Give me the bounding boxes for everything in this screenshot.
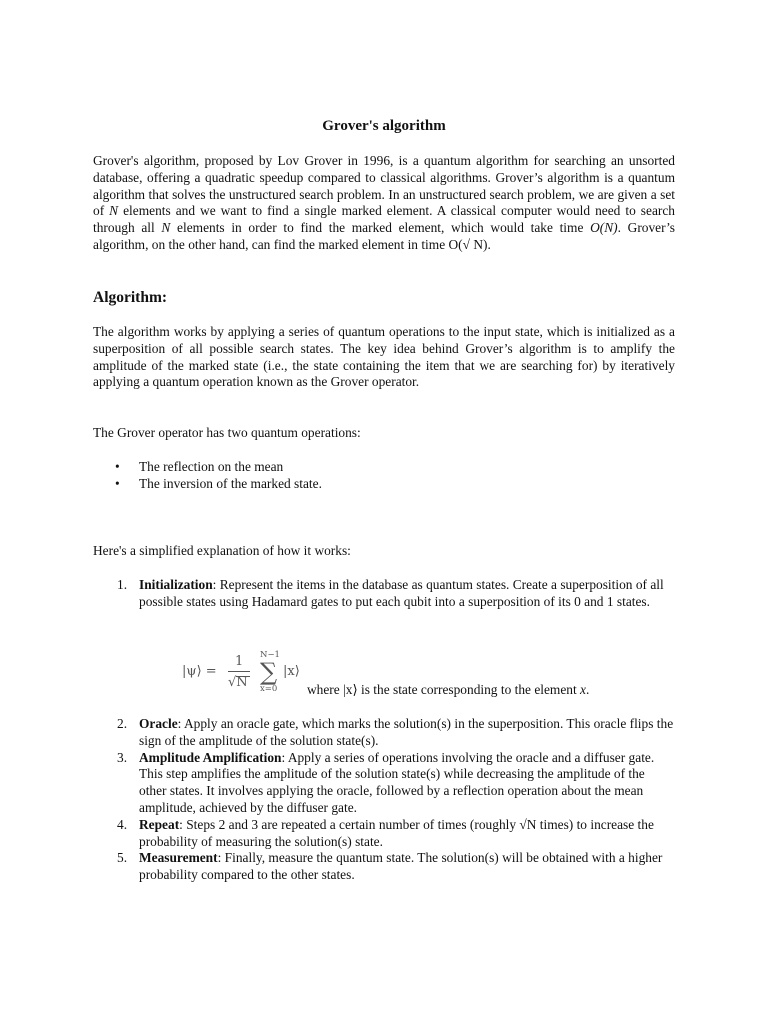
intro-var-n: N bbox=[109, 203, 119, 219]
step-measurement bbox=[93, 850, 675, 884]
intro-text-2: elements and we want to find a single marked element. A classical computer would need to search through all bbox=[93, 203, 675, 236]
formula-term: |x⟩ bbox=[283, 664, 300, 679]
intro-paragraph bbox=[93, 153, 675, 254]
intro-text-1: Grover's algorithm, proposed by Lov Grover in 1996, is a quantum algorithm for searching an unsorted database, offering a quadratic speedup compared to classical algorithms. Grover’s algorithm is a quantum algorithm that solves the unstructured search problem. In an unstructured search problem, we are given a set of bbox=[93, 153, 675, 219]
formula-numerator: 1 bbox=[235, 654, 244, 669]
step-text: : Apply an oracle gate, which marks the solution(s) in the superposition. This oracle flips the sign of the amplitude of the solution state(s). bbox=[139, 716, 674, 748]
step-initialization bbox=[93, 577, 675, 611]
bullet-icon: • bbox=[115, 475, 120, 491]
list-item bbox=[93, 476, 322, 493]
intro-complexity-quantum: O(√ N) bbox=[448, 236, 488, 252]
algorithm-paragraph: The algorithm works by applying a series of quantum operations to the input state, which is initialized as a superposition of all possible search states. The key idea behind Grover’s algorithm is to amplify the amplitude of the marked state (i.e., the state containing the item that we are searching for) by iteratively applying a quantum operation known as the Grover operator. bbox=[93, 324, 675, 390]
grover-operator-intro: The Grover operator has two quantum operations: bbox=[93, 425, 361, 440]
where-end: . bbox=[586, 682, 590, 697]
sum-lower-limit: x=0 bbox=[260, 684, 278, 694]
step-number: 3. bbox=[117, 749, 128, 765]
sum-upper-limit: N−1 bbox=[260, 650, 280, 660]
step-term: Repeat bbox=[139, 816, 180, 832]
where-prefix: where bbox=[307, 682, 344, 697]
step-text: : Apply a series of operations involving the oracle and a diffuser gate. This step amplifies the amplitude of the solution state(s) while decreasing the amplitude of the other states. It involves applying the oracle, followed by a reflection operation about the mean amplitude, achieved by the diffuser gate. bbox=[139, 749, 655, 815]
where-var: x bbox=[580, 682, 586, 697]
where-mid: is the state corresponding to the element bbox=[357, 682, 581, 697]
step-oracle bbox=[93, 716, 675, 750]
step-text: : Finally, measure the quantum state. The solution(s) will be obtained with a higher probability compared to the other states. bbox=[139, 850, 663, 883]
steps-list-part-2 bbox=[93, 716, 675, 884]
steps-list-part-1 bbox=[93, 577, 675, 611]
formula-lhs: |ψ⟩ = bbox=[182, 664, 217, 679]
step-repeat bbox=[93, 817, 675, 851]
grover-operator-list bbox=[93, 459, 322, 493]
bullet-icon: • bbox=[115, 459, 120, 474]
sum-symbol: ∑ bbox=[260, 658, 278, 686]
document-title: Grover's algorithm bbox=[322, 118, 446, 134]
bullet-text: The inversion of the marked state. bbox=[139, 475, 322, 491]
step-text: : Steps 2 and 3 are repeated a certain number of times (roughly √N times) to increase the probability of measuring the solution(s) state. bbox=[139, 816, 654, 849]
formula-explanation bbox=[307, 682, 589, 699]
intro-var-n: N bbox=[161, 220, 171, 236]
intro-text-3: elements in order to find the marked element, which would take time bbox=[170, 220, 591, 236]
step-number: 2. bbox=[117, 716, 128, 731]
where-ket: |x⟩ bbox=[343, 682, 358, 697]
how-it-works-intro: Here's a simplified explanation of how it works: bbox=[93, 543, 351, 558]
step-term: Measurement bbox=[139, 850, 218, 866]
step-term: Oracle bbox=[139, 716, 178, 731]
superposition-formula bbox=[182, 648, 322, 696]
algorithm-heading: Algorithm: bbox=[93, 289, 168, 306]
fraction-bar bbox=[228, 671, 250, 672]
formula-denominator: √N bbox=[228, 675, 248, 690]
step-amplitude-amplification bbox=[93, 750, 675, 817]
intro-complexity-classical: O(N) bbox=[590, 220, 618, 236]
step-number: 5. bbox=[117, 850, 128, 866]
step-term: Amplitude Amplification bbox=[139, 749, 282, 765]
step-text: : Represent the items in the database as quantum states. Create a superposition of all possible states using Hadamard gates to put each qubit into a superposition of its 0 and 1 states. bbox=[139, 577, 664, 609]
list-item bbox=[93, 459, 322, 476]
step-number: 1. bbox=[117, 577, 128, 592]
step-term: Initialization bbox=[139, 577, 213, 592]
intro-text-4: . Grover’s algorithm, on the other hand, can find the marked element in time bbox=[93, 220, 675, 252]
intro-text-5: . bbox=[487, 236, 491, 252]
step-number: 4. bbox=[117, 816, 128, 832]
bullet-text: The reflection on the mean bbox=[139, 459, 284, 474]
